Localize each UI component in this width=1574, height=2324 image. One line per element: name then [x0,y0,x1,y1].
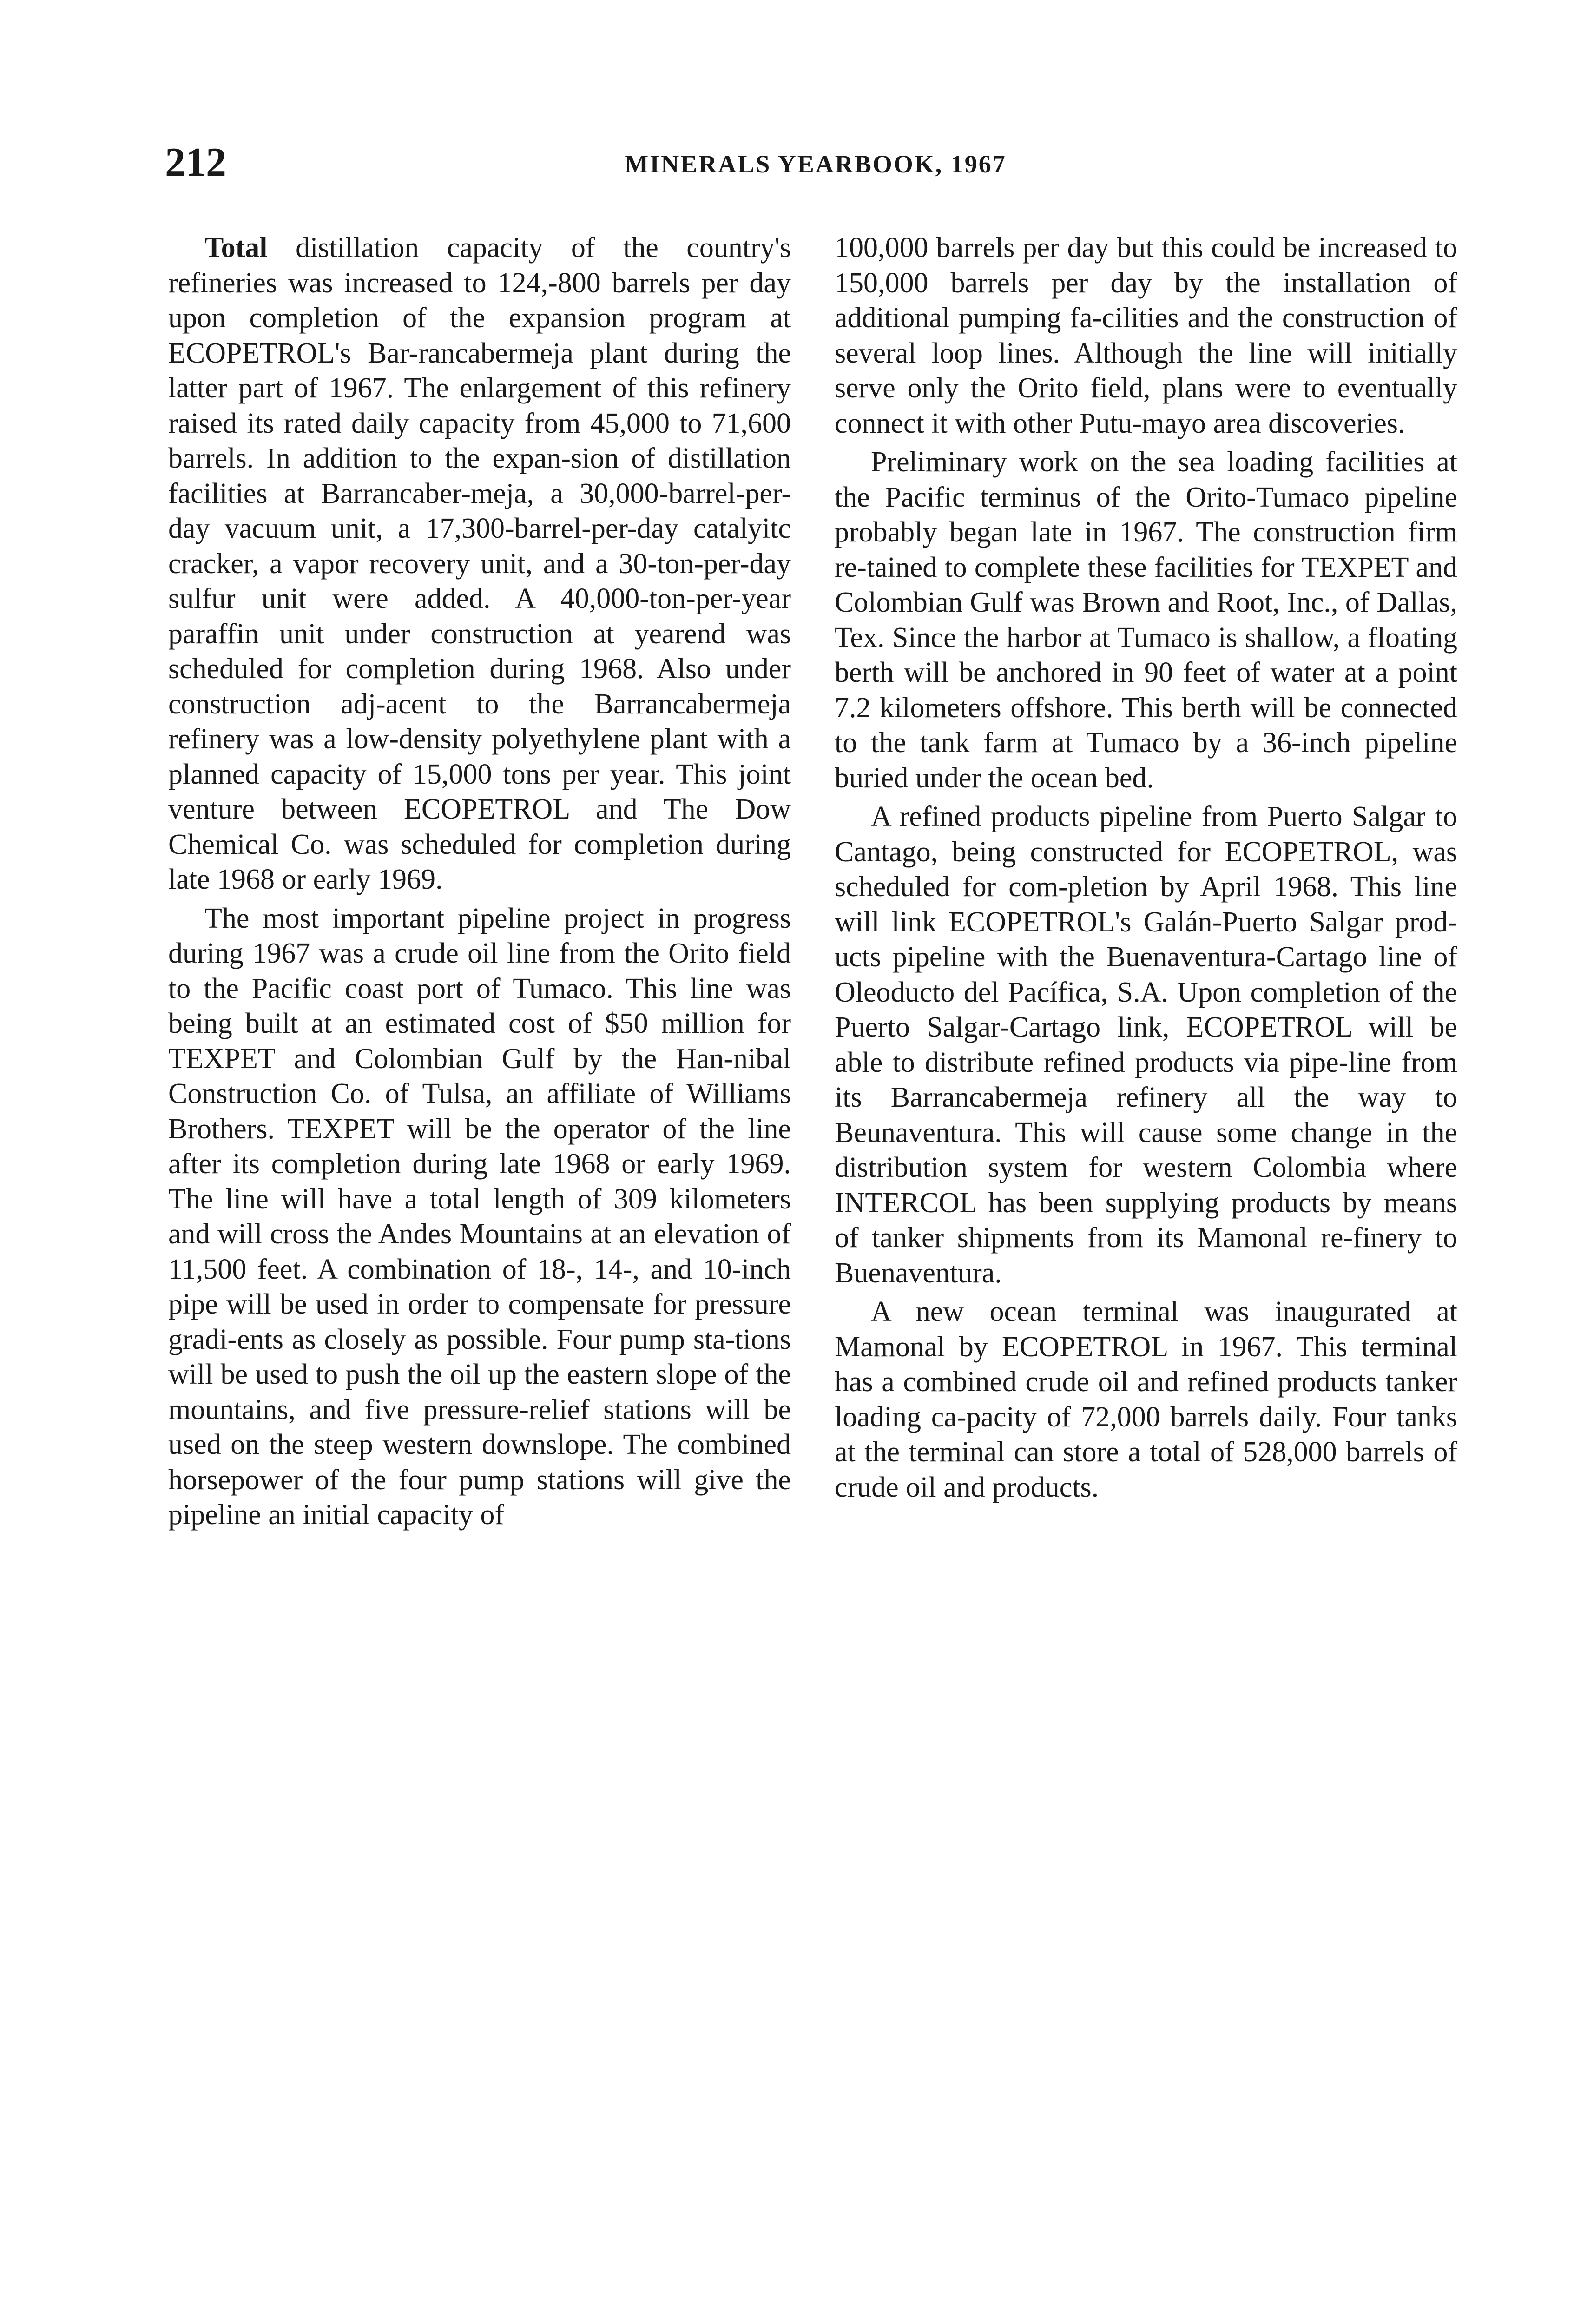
paragraph-ocean-terminal: A new ocean terminal was inaugurated at Mamonal by ECOPETROL in 1967. This terminal has a combined crude oil and refined products tanker loading ca-pacity of 72,000 barrels daily. Four tanks at the terminal can store a total of 528,000 barrels of crude oil and products. [835,1296,1457,1503]
page-number: 212 [165,140,226,185]
left-column [168,231,791,1537]
page-header [165,139,1466,191]
paragraph-text: distillation capacity of the country's refineries was increased to 124,-800 barrels per day upon completion of the expansion program at ECOPETROL's Bar-rancabermeja plant during the latter part of 1967. The enlargement of this refinery raised its rated daily capacity from 45,000 to 71,600 barrels. In addition to the expan-sion of distillation facilities at Barrancaber-meja, a 30,000-barrel-per-day vacuum unit, a 17,300-barrel-per-day catalyitc cracker, a vapor recovery unit, and a 30-ton-per-day sulfur unit were added. A 40,000-ton-per-year paraffin unit under construction at yearend was scheduled for completion during 1968. Also under construction adj-acent to the Barrancabermeja refinery was a low-density polyethylene plant with a planned capacity of 15,000 tons per year. This joint venture between ECOPETROL and The Dow Chemical Co. was scheduled for completion during late 1968 or early 1969. [168,232,791,895]
paragraph-distillation-capacity [168,231,791,898]
running-title: MINERALS YEARBOOK, 1967 [625,150,1007,178]
right-column [835,231,1457,1509]
paragraph-refined-products-pipeline: A refined products pipeline from Puerto Salgar to Cantago, being constructed for ECOPETROL, was scheduled for com-pletion by April 1968. This line will link ECOPETROL's Galán-Puerto Salgar prod-ucts pipeline with the Buenaventura-Cartago line of Oleoducto del Pacífica, S.A. Upon completion of the Puerto Salgar-Cartago link, ECOPETROL will be able to distribute refined products via pipe-line from its Barrancabermeja refinery all the way to Beunaventura. This will cause some change in the distribution system for western Colombia where INTERCOL has been supplying products by means of tanker shipments from its Mamonal re-finery to Buenaventura. [835,801,1457,1289]
paragraph-pipeline-continued: 100,000 barrels per day but this could be increased to 150,000 barrels per day by the installation of additional pumping fa-cilities and the construction of several loop lines. Although the line will initially serve only the Orito field, plans were to eventually connect it with other Putu-mayo area discoveries. [835,232,1457,439]
paragraph-sea-loading-facilities: Preliminary work on the sea loading facilities at the Pacific terminus of the Orito-Tumaco pipeline probably began late in 1967. The construction firm re-tained to complete these facilities for TEXPET and Colombian Gulf was Brown and Root, Inc., of Dallas, Tex. Since the harbor at Tumaco is shallow, a floating berth will be anchored in 90 feet of water at a point 7.2 kilometers offshore. This berth will be connected to the tank farm at Tumaco by a 36-inch pipeline buried under the ocean bed. [835,446,1457,794]
paragraph-lead-word: Total [204,232,268,264]
paragraph-pipeline-project: The most important pipeline project in progress during 1967 was a crude oil line from the Orito field to the Pacific coast port of Tumaco. This line was being built at an estimated cost of $50 million for TEXPET and Colombian Gulf by the Han-nibal Construction Co. of Tulsa, an affiliate of Williams Brothers. TEXPET will be the operator of the line after its completion during late 1968 or early 1969. The line will have a total length of 309 kilometers and will cross the Andes Mountains at an elevation of 11,500 feet. A combination of 18-, 14-, and 10-inch pipe will be used in order to compensate for pressure gradi-ents as closely as possible. Four pump sta-tions will be used to push the oil up the eastern slope of the mountains, and five pressure-relief stations will be used on the steep western downslope. The combined horsepower of the four pump stations will give the pipeline an initial capacity of [168,902,791,1531]
